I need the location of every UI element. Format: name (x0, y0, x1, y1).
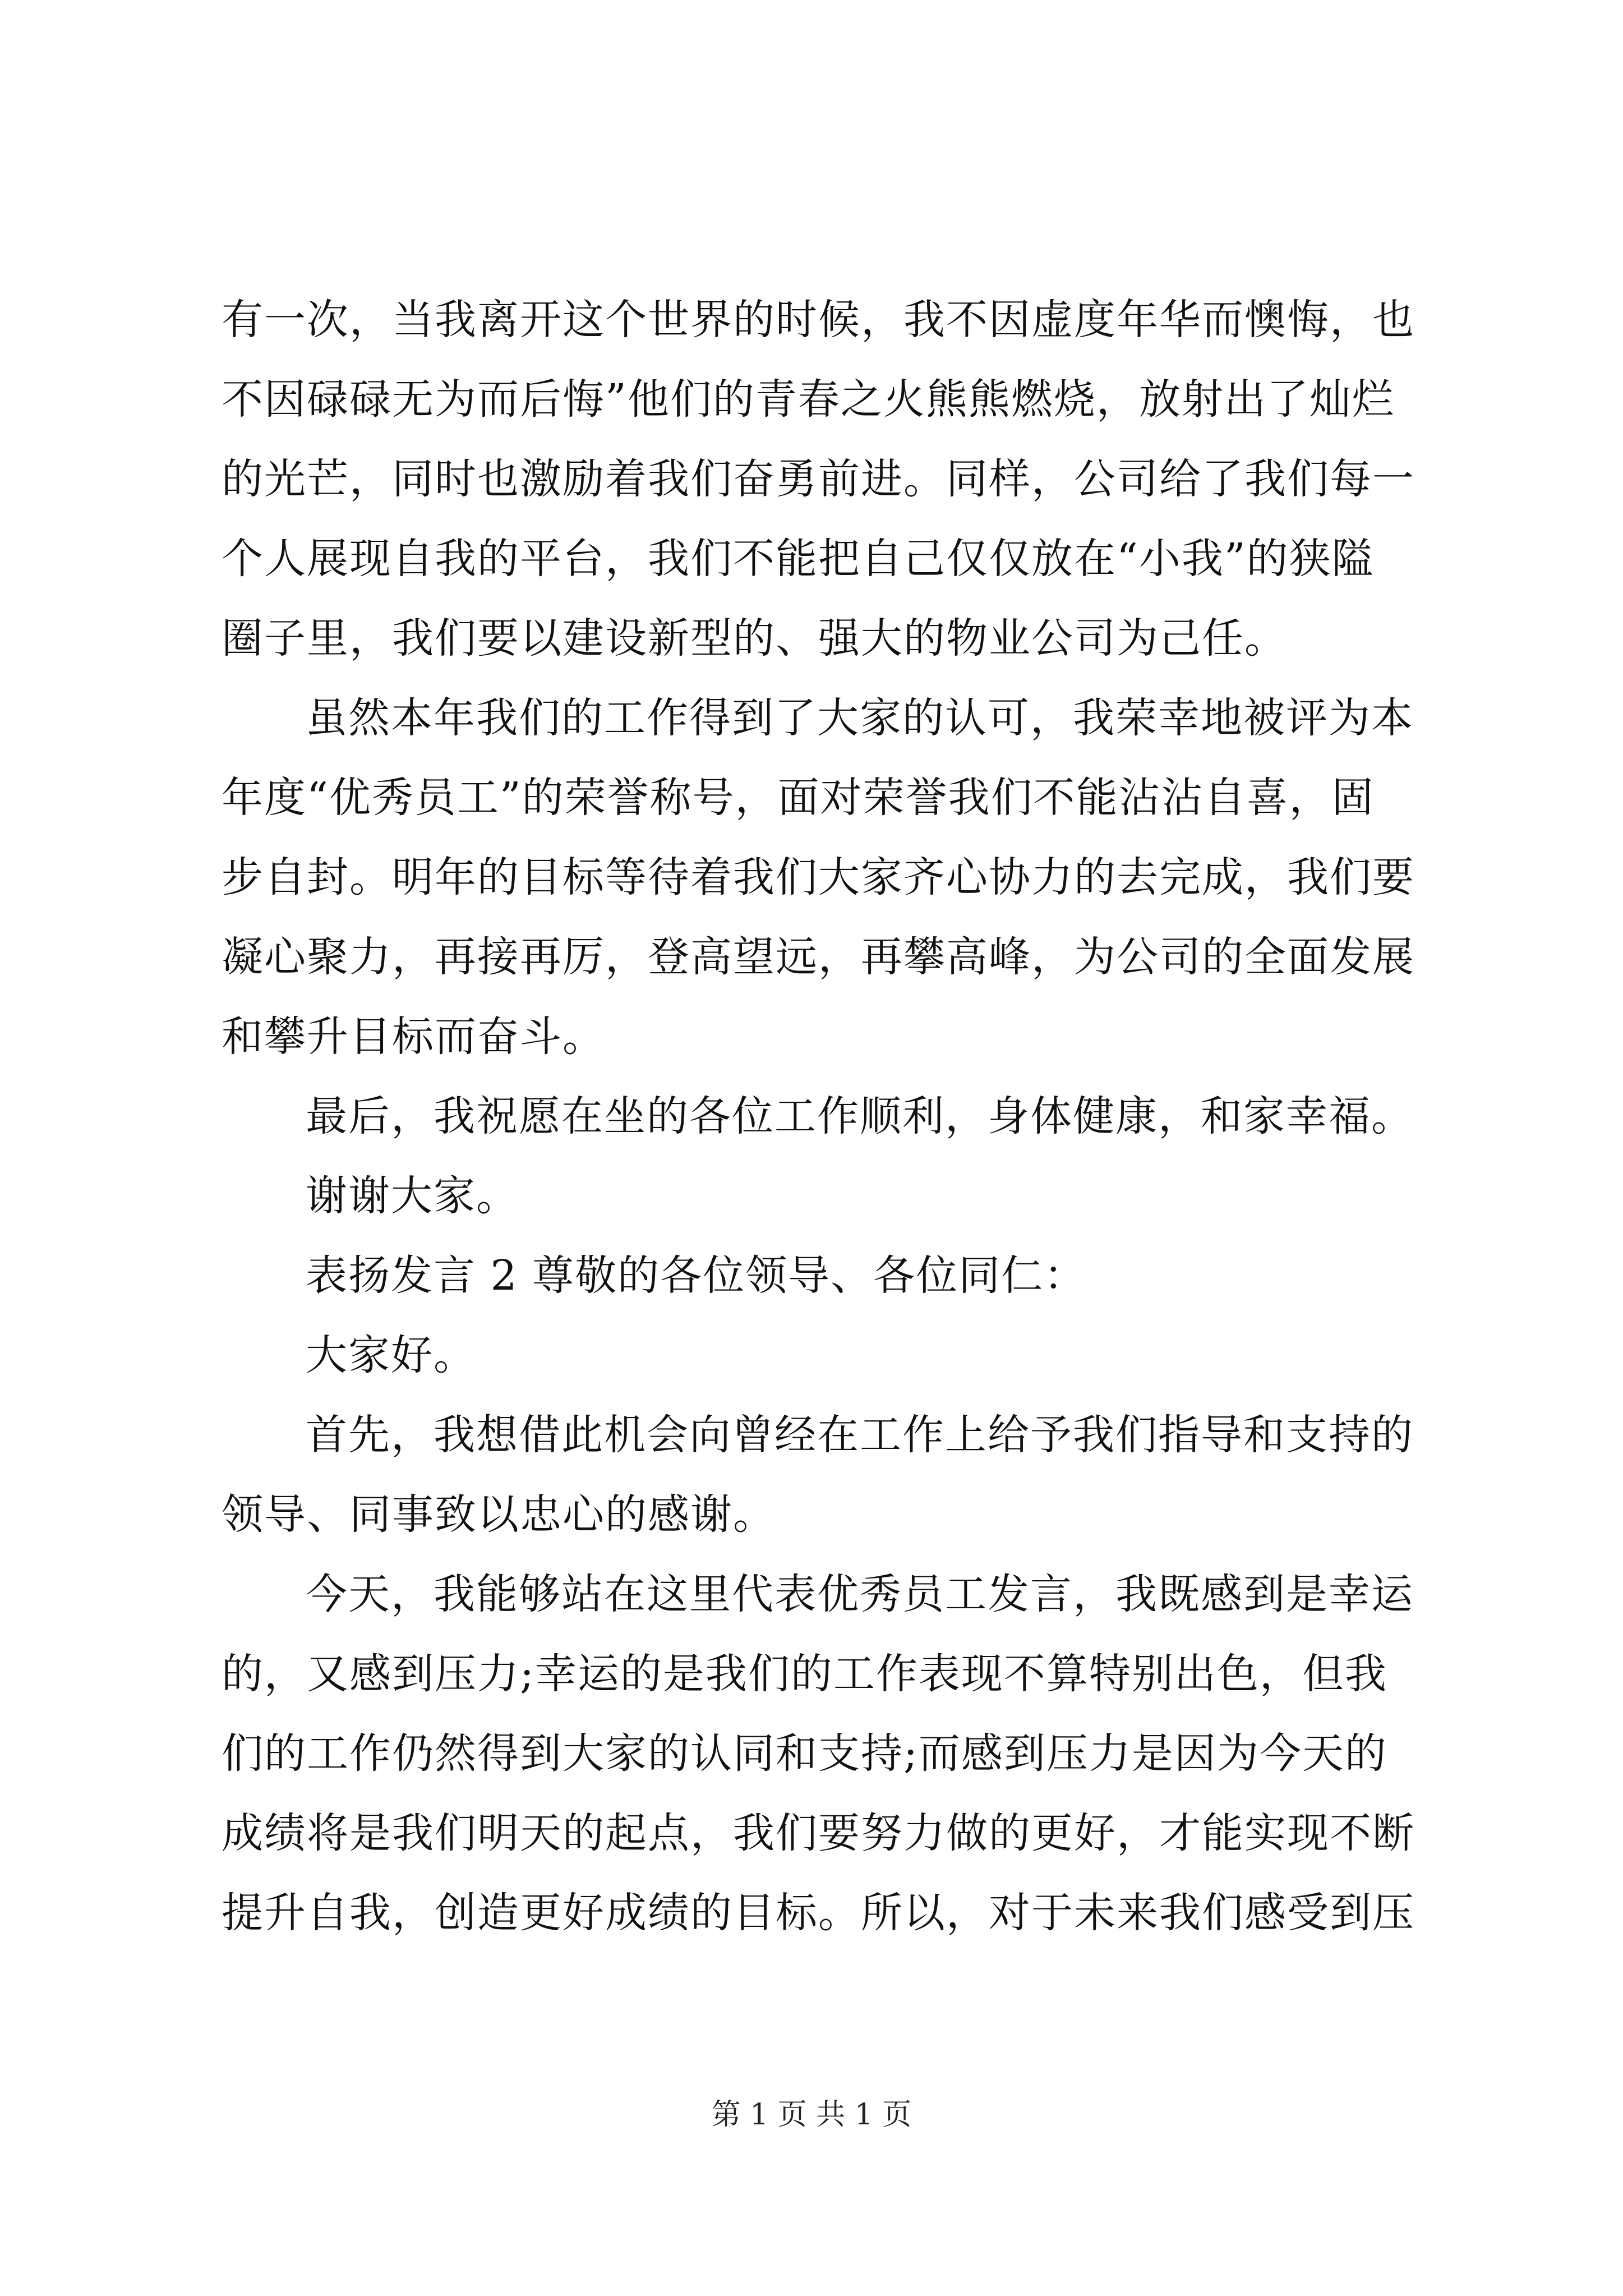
page-footer: 第 1 页 共 1 页 (711, 2098, 912, 2132)
text-line: 提升自我，创造更好成绩的目标。所以，对于未来我们感受到压 (222, 1889, 1415, 1937)
text-line: 的，又感到压力;幸运的是我们的工作表现不算特别出色，但我 (222, 1650, 1387, 1698)
paragraph-start-line: 表扬发言 2 尊敬的各位领导、各位同仁： (306, 1251, 1087, 1300)
paragraph-start-line: 首先，我想借此机会向曾经在工作上给予我们指导和支持的 (306, 1411, 1414, 1459)
paragraph-start-line: 今天，我能够站在这里代表优秀员工发言，我既感到是幸运 (306, 1570, 1414, 1618)
text-line: 凝心聚力，再接再厉，登高望远，再攀高峰，为公司的全面发展 (222, 933, 1415, 981)
text-line: 个人展现自我的平台，我们不能把自己仅仅放在“小我”的狭隘 (222, 535, 1375, 583)
paragraph-start-line: 虽然本年我们的工作得到了大家的认可，我荣幸地被评为本 (306, 694, 1414, 742)
text-line: 不因碌碌无为而后悔”他们的青春之火熊熊燃烧，放射出了灿烂 (222, 375, 1395, 424)
text-line: 们的工作仍然得到大家的认同和支持;而感到压力是因为今天的 (222, 1729, 1387, 1778)
text-line: 圈子里，我们要以建设新型的、强大的物业公司为己任。 (222, 614, 1287, 662)
paragraph-start-line: 大家好。 (306, 1331, 476, 1379)
text-line: 有一次，当我离开这个世界的时候，我不因虚度年华而懊悔，也 (222, 296, 1415, 344)
text-line: 和攀升目标而奋斗。 (222, 1013, 605, 1061)
text-line: 成绩将是我们明天的起点，我们要努力做的更好，才能实现不断 (222, 1809, 1415, 1857)
text-line: 年度“优秀员工”的荣誉称号，面对荣誉我们不能沾沾自喜，固 (222, 774, 1375, 822)
text-line: 领导、同事致以忠心的感谢。 (222, 1490, 776, 1539)
paragraph-start-line: 谢谢大家。 (306, 1172, 519, 1220)
text-line: 的光芒，同时也激励着我们奋勇前进。同样，公司给了我们每一 (222, 455, 1415, 503)
paragraph-start-line: 最后，我祝愿在坐的各位工作顺利，身体健康，和家幸福。 (306, 1092, 1414, 1140)
text-line: 步自封。明年的目标等待着我们大家齐心协力的去完成，我们要 (222, 853, 1415, 901)
